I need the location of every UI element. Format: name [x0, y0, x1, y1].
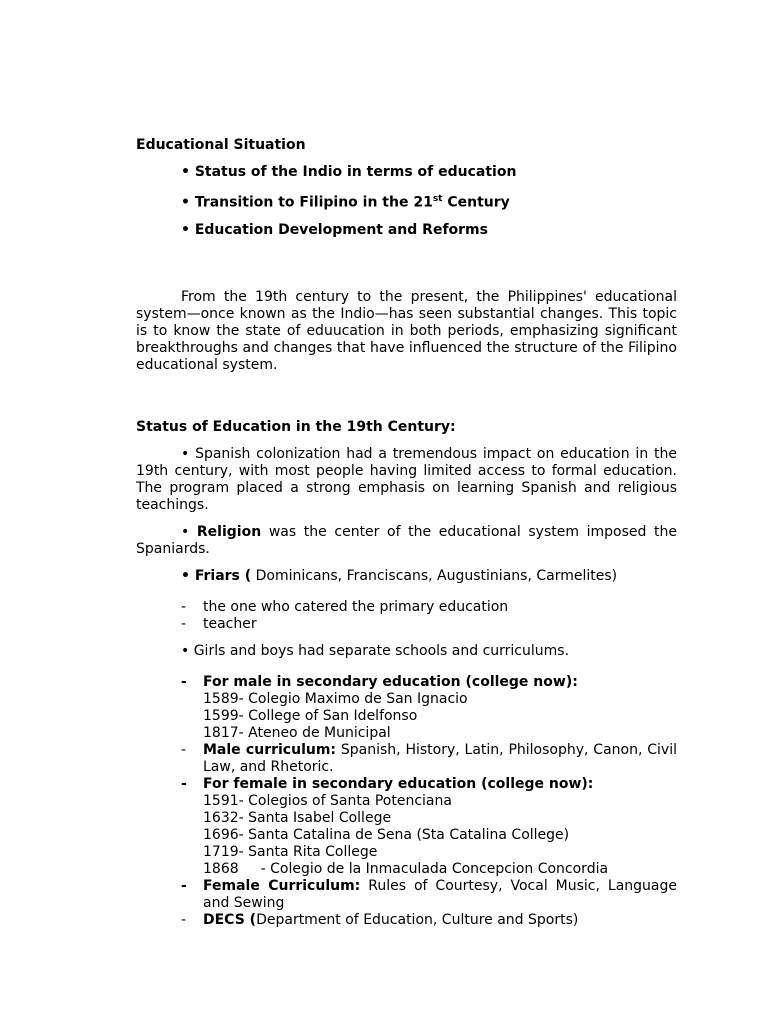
curriculum-text: Spanish, History, Latin, Philosophy, Canon, Civil Law, and Rhetoric.	[203, 741, 677, 775]
dash-marker: -	[181, 911, 187, 928]
topic-text-tail: Century	[442, 194, 510, 211]
bullet-bold-term: • Friars (	[181, 567, 252, 584]
dash-marker: -	[181, 673, 187, 690]
college-name: - Colegio de la Inmaculada Concepcion Concordia	[260, 860, 609, 877]
dash-marker: -	[181, 877, 187, 894]
curriculum-label: Male curriculum:	[203, 741, 337, 758]
dash-marker: -	[181, 615, 187, 632]
college-entry: 1719- Santa Rita College	[203, 843, 378, 860]
list-item	[136, 776, 677, 793]
topic-text: • Transition to Filipino in the 21	[181, 194, 433, 211]
superscript: st	[432, 194, 443, 204]
dash-marker: -	[181, 598, 187, 615]
bullet-paragraph: • Girls and boys had separate schools and curriculums.	[181, 642, 570, 659]
topic-item: • Education Development and Reforms	[181, 221, 488, 238]
college-entry: 1589- Colegio Maximo de San Ignacio	[203, 690, 468, 707]
page-heading: Educational Situation	[136, 137, 306, 153]
college-entry: 1599- College of San Idelfonso	[203, 707, 418, 724]
dash-marker: -	[181, 741, 187, 758]
list-item-text: the one who catered the primary education	[203, 598, 509, 615]
document-page	[136, 137, 677, 929]
topic-item: • Status of the Indio in terms of education	[181, 164, 517, 180]
college-entry: 1817- Ateneo de Municipal	[203, 724, 391, 741]
bullet-bold-term: Religion	[196, 523, 262, 540]
topic-item	[181, 191, 677, 212]
list-item-text: teacher	[203, 615, 257, 632]
bullet-text: was the center of the educational system imposed the Spaniards.	[136, 523, 677, 557]
bullet-text: Dominicans, Franciscans, Augustinians, Carmelites)	[251, 567, 618, 584]
secondary-education-list	[136, 674, 677, 929]
list-item-text: For female in secondary education (college now):	[203, 775, 594, 792]
college-entry	[136, 861, 677, 878]
bullet-paragraph	[136, 568, 677, 585]
college-entry: 1632- Santa Isabel College	[203, 809, 392, 826]
college-entry: 1696- Santa Catalina de Sena (Sta Catalina College)	[203, 826, 570, 843]
bullet-mark: •	[181, 523, 197, 540]
list-item	[136, 599, 677, 616]
list-item	[136, 674, 677, 691]
decs-text: Department of Education, Culture and Sports)	[256, 911, 579, 928]
bullet-paragraph	[136, 524, 677, 558]
friar-role-list	[136, 599, 677, 633]
list-item	[136, 878, 677, 912]
list-item	[136, 616, 677, 633]
college-entry: 1591- Colegios of Santa Potenciana	[203, 792, 452, 809]
curriculum-label: Female Curriculum:	[203, 877, 361, 894]
dash-marker: -	[181, 775, 187, 792]
decs-label: DECS (	[203, 911, 257, 928]
list-item-text: For male in secondary education (college now):	[203, 673, 578, 690]
list-item	[136, 912, 677, 929]
section-title: Status of Education in the 19th Century:	[136, 418, 456, 435]
list-item	[136, 742, 677, 776]
intro-paragraph: From the 19th century to the present, the Philippines' educational system—once known as the Indio—has seen substantial changes. This topic is to know the state of eduucation in both periods, emphasizing significant breakthroughs and changes that have influenced the structure of the Filipino educational system.	[136, 288, 677, 373]
curriculum-text: Rules of Courtesy, Vocal Music, Language and Sewing	[203, 877, 677, 911]
college-year: 1868	[203, 860, 239, 877]
bullet-paragraph: • Spanish colonization had a tremendous impact on education in the 19th century, with most people having limited access to formal education. The program placed a strong emphasis on learning Spanish and religious teachings.	[136, 445, 677, 513]
